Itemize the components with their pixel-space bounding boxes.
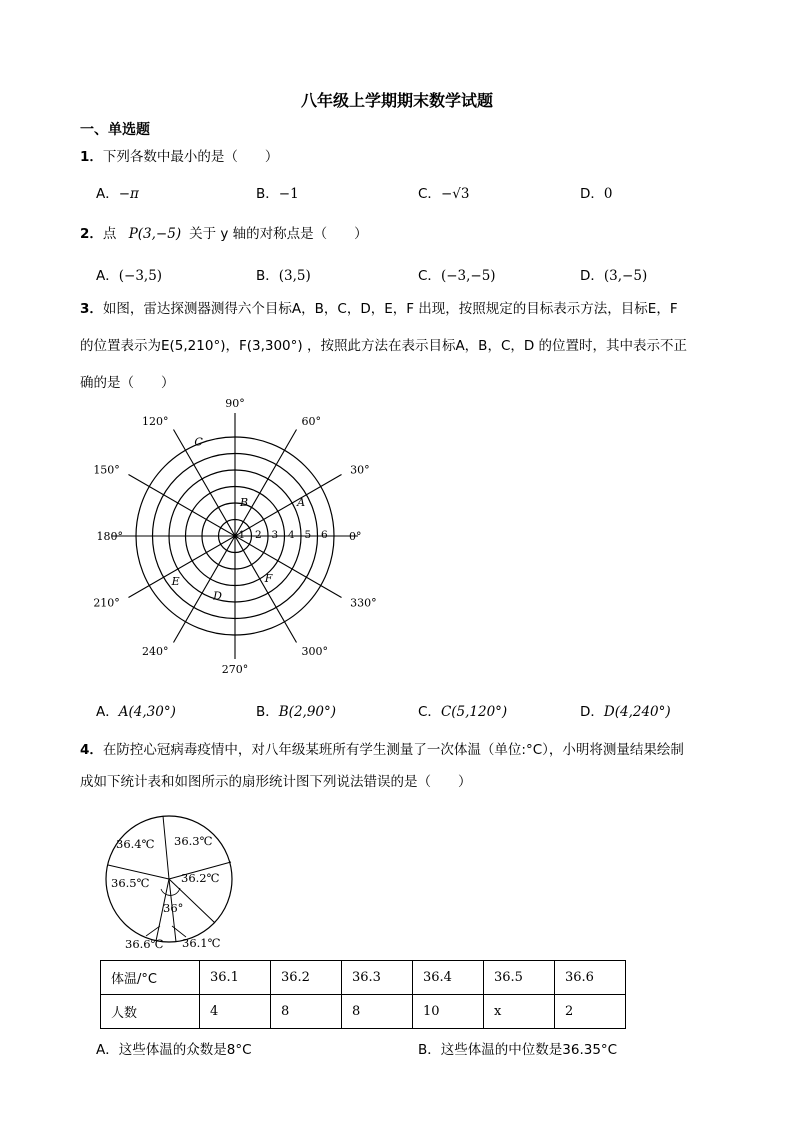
- q1-option-d[interactable]: [580, 182, 613, 202]
- question-number: 3．: [80, 301, 103, 317]
- pie-label: 36.6℃: [125, 937, 164, 951]
- table-row: [101, 995, 626, 1029]
- page-title: 八年级上学期期末数学试题: [300, 91, 493, 110]
- angle-label: 0°: [349, 530, 362, 543]
- question-3-line-1: [80, 292, 740, 326]
- ring-number: 3: [271, 529, 279, 541]
- table-cell: 体温/°C: [101, 961, 200, 995]
- option-label: B．: [256, 704, 279, 720]
- option-label: C．: [418, 186, 441, 202]
- option-label: D．: [580, 186, 604, 202]
- question-text: 下列各数中最小的是（ ）: [102, 149, 279, 165]
- question-text: 如图，雷达探测器测得六个目标A，B，C，D，E，F 出现，按照规定的目标表示方法，目标E，F: [102, 301, 678, 317]
- q1-option-c[interactable]: [418, 182, 469, 202]
- question-number: 2．: [80, 226, 103, 242]
- temperature-table: [100, 960, 626, 1029]
- pie-chart: [90, 810, 250, 960]
- question-number: 4．: [80, 742, 103, 758]
- q2-option-c[interactable]: [418, 264, 496, 284]
- question-4-line-2: 成如下统计表和如图所示的扇形统计图下列说法错误的是（ ）: [80, 774, 472, 790]
- point-expression: P(3,−5): [128, 226, 182, 242]
- pie-label: 36.3℃: [174, 834, 213, 848]
- table-cell: 8: [271, 995, 342, 1029]
- question-4-line-1: [80, 738, 684, 758]
- target-point-label: B: [240, 496, 249, 509]
- option-value: (3,5): [278, 268, 311, 284]
- question-text: 点: [102, 226, 117, 242]
- option-label: B．: [256, 186, 279, 202]
- table-cell: 36.2: [271, 961, 342, 995]
- question-1: [80, 145, 278, 165]
- target-point-label: D: [213, 589, 222, 603]
- option-value: 这些体温的中位数是36.35°C: [440, 1042, 618, 1058]
- table-cell: 36.5: [484, 961, 555, 995]
- q2-option-b[interactable]: [256, 264, 311, 284]
- table-cell: 8: [342, 995, 413, 1029]
- ring-number: 6: [321, 529, 328, 541]
- q3-option-a[interactable]: [96, 700, 176, 720]
- q4-option-b[interactable]: [418, 1038, 617, 1058]
- q1-option-b[interactable]: [256, 182, 299, 202]
- table-cell: 2: [555, 995, 626, 1029]
- pie-label: 36°: [163, 901, 184, 915]
- question-number: 1．: [80, 149, 103, 165]
- option-label: C．: [418, 704, 441, 720]
- table-cell: x: [484, 995, 555, 1029]
- option-value: A(4,30°): [118, 704, 176, 720]
- q2-option-a[interactable]: [96, 264, 162, 284]
- option-value: −1: [278, 186, 299, 202]
- target-point-label: F: [264, 571, 273, 585]
- table-cell: 36.6: [555, 961, 626, 995]
- radar-points: [171, 436, 306, 603]
- option-value: B(2,90°): [278, 704, 337, 720]
- option-value: 这些体温的众数是8°C: [118, 1042, 252, 1058]
- option-value: D(4,240°): [603, 704, 671, 720]
- question-3-line-2: 的位置表示为E(5,210°)，F(3,300°) ，按照此方法在表示目标A，B，C，D 的位置时，其中表示不正: [80, 338, 688, 354]
- question-text: 关于 y 轴的对称点是（ ）: [189, 226, 368, 242]
- table-cell: 10: [413, 995, 484, 1029]
- option-label: C．: [418, 268, 441, 284]
- angle-label: 150°: [93, 463, 120, 477]
- option-label: A．: [96, 1042, 119, 1058]
- ring-number: 4: [288, 529, 295, 541]
- ring-number: 2: [255, 529, 262, 541]
- option-label: A．: [96, 704, 119, 720]
- q2-option-d[interactable]: [580, 264, 647, 284]
- ring-number: 5: [304, 529, 312, 541]
- q3-option-c[interactable]: [418, 700, 507, 720]
- question-3-line-3: 确的是（ ）: [80, 375, 175, 391]
- option-value: 0: [603, 186, 613, 202]
- option-label: A．: [96, 186, 119, 202]
- target-point-label: E: [171, 575, 180, 589]
- target-point-label: C: [194, 435, 203, 449]
- table-row: [101, 961, 626, 995]
- option-value: (−3,−5): [440, 268, 496, 284]
- pie-label: 36.1℃: [182, 936, 221, 950]
- option-label: A．: [96, 268, 119, 284]
- pie-label: 36.2℃: [181, 871, 220, 885]
- q4-option-a[interactable]: [96, 1038, 252, 1058]
- q1-option-a[interactable]: [96, 182, 139, 202]
- option-label: D．: [580, 268, 604, 284]
- radar-diagram: [90, 397, 380, 676]
- table-cell: 人数: [101, 995, 200, 1029]
- pie-label: 36.4℃: [116, 837, 155, 851]
- pie-label: 36.5℃: [111, 876, 150, 890]
- table-cell: 36.4: [413, 961, 484, 995]
- option-value: −π: [118, 186, 139, 202]
- table-cell: 4: [200, 995, 271, 1029]
- option-label: D．: [580, 704, 604, 720]
- option-label: B．: [256, 268, 279, 284]
- question-text: 在防控心冠病毒疫情中，对八年级某班所有学生测量了一次体温（单位:°C），小明将测量结果绘制: [102, 742, 684, 758]
- option-value: C(5,120°): [440, 704, 508, 720]
- angle-label: 30°: [350, 463, 370, 477]
- angle-label: 90°: [225, 397, 245, 410]
- ring-number: 1: [238, 529, 246, 541]
- section-heading: 一、单选题: [80, 122, 150, 138]
- option-value: (3,−5): [603, 268, 648, 284]
- angle-label: 180°: [96, 530, 123, 543]
- angle-label: 270°: [221, 663, 249, 676]
- table-cell: 36.1: [200, 961, 271, 995]
- q3-option-b[interactable]: [256, 700, 336, 720]
- option-label: B．: [418, 1042, 441, 1058]
- angle-label: 120°: [142, 414, 169, 428]
- angle-label: 240°: [142, 645, 169, 659]
- target-point-label: A: [297, 496, 306, 509]
- angle-label: 330°: [350, 596, 377, 610]
- pie-divider: [163, 816, 169, 879]
- question-2: [80, 222, 368, 242]
- q3-option-d[interactable]: [580, 700, 671, 720]
- angle-label: 300°: [301, 645, 328, 659]
- angle-label: 60°: [301, 414, 321, 428]
- angle-label: 210°: [93, 596, 120, 610]
- table-cell: 36.3: [342, 961, 413, 995]
- option-value: −√3: [440, 186, 470, 202]
- option-value: (−3,5): [118, 268, 163, 284]
